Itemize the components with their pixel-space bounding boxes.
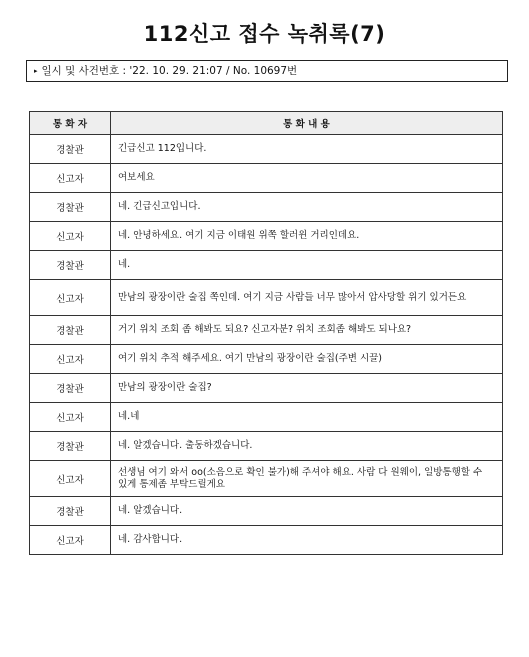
table-row xyxy=(30,222,503,251)
table-row xyxy=(30,432,503,461)
content-cell: 네. 감사합니다. xyxy=(111,526,503,555)
table-row xyxy=(30,280,503,316)
table-header-row xyxy=(30,112,503,135)
table-row xyxy=(30,316,503,345)
table-row xyxy=(30,403,503,432)
incident-info-text: 일시 및 사건번호 : '22. 10. 29. 21:07 / No. 10697번 xyxy=(41,65,298,77)
speaker-cell: 신고자 xyxy=(30,461,111,497)
document-title: 112신고 접수 녹취록(7) xyxy=(143,22,386,46)
speaker-cell: 신고자 xyxy=(30,280,111,316)
table-row xyxy=(30,345,503,374)
table-row xyxy=(30,497,503,526)
table-row xyxy=(30,135,503,164)
content-cell: 여기 위치 추적 해주세요. 여기 만남의 광장이란 술집(주변 시끌) xyxy=(111,345,503,374)
speaker-cell: 신고자 xyxy=(30,345,111,374)
table-row xyxy=(30,461,503,497)
table-row xyxy=(30,526,503,555)
bullet-arrow-icon: ▸ xyxy=(34,67,38,75)
content-cell: 네. 알겠습니다. 출동하겠습니다. xyxy=(111,432,503,461)
content-cell: 네. xyxy=(111,251,503,280)
speaker-cell: 신고자 xyxy=(30,526,111,555)
content-cell: 선생님 여기 와서 oo(소음으로 확인 불가)해 주셔야 해요. 사람 다 원웨이, 일방통행할 수 있게 통제좀 부탁드릴게요 xyxy=(111,461,503,497)
speaker-cell: 경찰관 xyxy=(30,135,111,164)
content-cell: 만남의 광장이란 술집 쪽인데. 여기 지금 사람들 너무 많아서 압사당할 위기 있거든요 xyxy=(111,280,503,316)
content-cell: 만남의 광장이란 술집? xyxy=(111,374,503,403)
table-row xyxy=(30,164,503,193)
content-cell: 네. 긴급신고입니다. xyxy=(111,193,503,222)
speaker-cell: 경찰관 xyxy=(30,432,111,461)
content-cell: 긴급신고 112입니다. xyxy=(111,135,503,164)
content-cell: 네. 안녕하세요. 여기 지금 이태원 위쪽 할러윈 거리인데요. xyxy=(111,222,503,251)
header-speaker: 통 화 자 xyxy=(30,112,111,135)
table-row xyxy=(30,193,503,222)
table-row xyxy=(30,374,503,403)
speaker-cell: 경찰관 xyxy=(30,251,111,280)
speaker-cell: 경찰관 xyxy=(30,497,111,526)
content-cell: 네. 알겠습니다. xyxy=(111,497,503,526)
content-cell: 거기 위치 조회 좀 해봐도 되요? 신고자분? 위치 조회좀 해봐도 되나요? xyxy=(111,316,503,345)
incident-info-box xyxy=(26,60,508,82)
speaker-cell: 신고자 xyxy=(30,222,111,251)
speaker-cell: 경찰관 xyxy=(30,374,111,403)
content-cell: 여보세요 xyxy=(111,164,503,193)
speaker-cell: 신고자 xyxy=(30,164,111,193)
speaker-cell: 경찰관 xyxy=(30,316,111,345)
speaker-cell: 경찰관 xyxy=(30,193,111,222)
header-content: 통 화 내 용 xyxy=(111,112,503,135)
call-transcript-table xyxy=(29,111,503,555)
speaker-cell: 신고자 xyxy=(30,403,111,432)
content-cell: 네.네 xyxy=(111,403,503,432)
table-row xyxy=(30,251,503,280)
